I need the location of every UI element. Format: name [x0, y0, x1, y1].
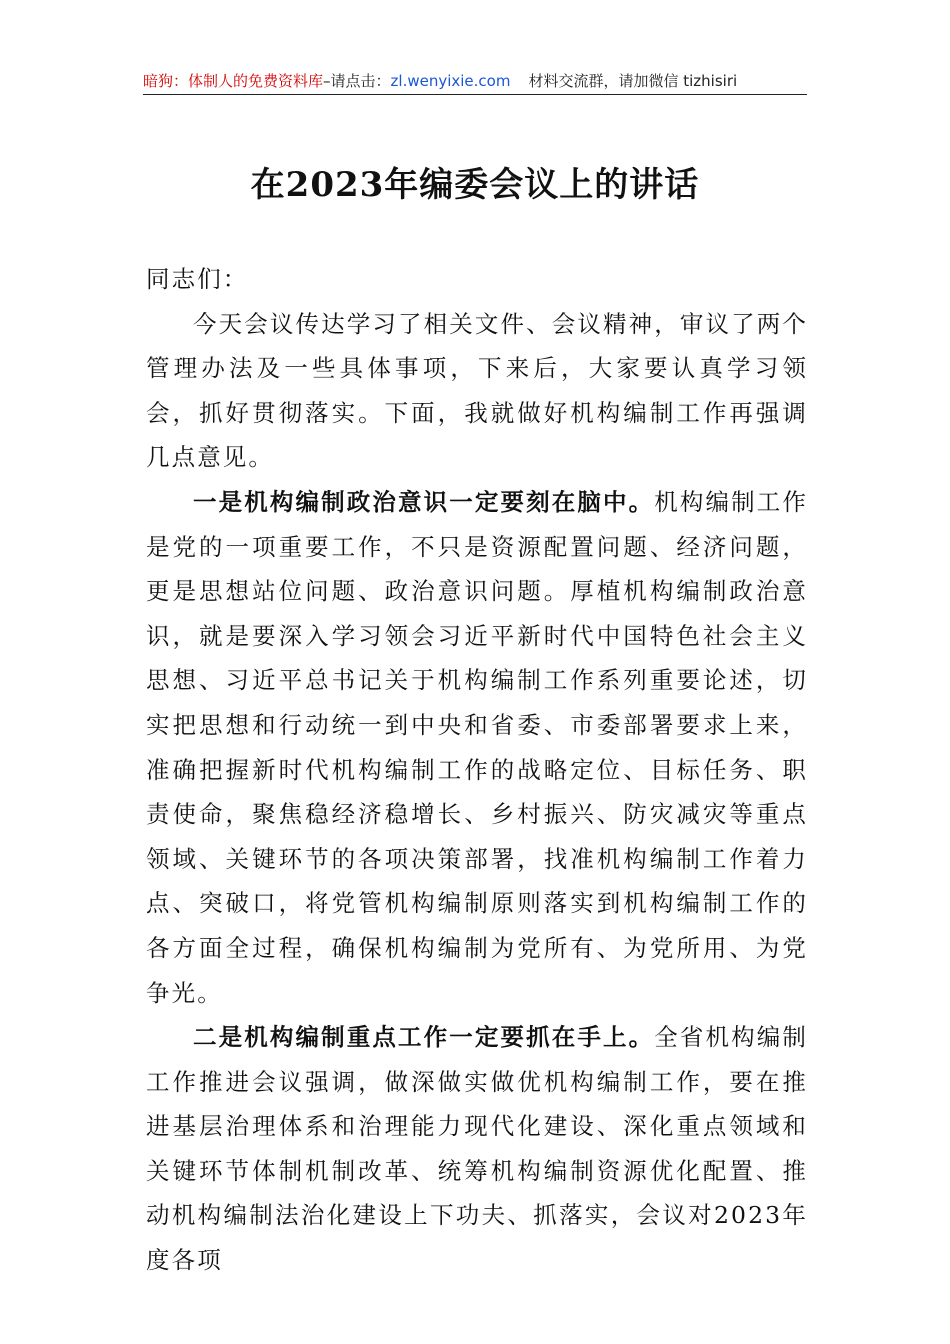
document-body: [146, 257, 808, 1283]
point-one-heading: 一是机构编制政治意识一定要刻在脑中。: [193, 487, 655, 516]
document-title: 在2023年编委会议上的讲话: [250, 165, 700, 205]
salutation: 同志们：: [146, 265, 249, 293]
header-brand: 暗狗：体制人的免费资料库: [143, 72, 324, 90]
page-header: [143, 70, 807, 95]
header-wechat: 材料交流群，请加微信 tizhisiri: [528, 72, 738, 90]
point-one-paragraph: [146, 480, 808, 1015]
intro-paragraph: 今天会议传达学习了相关文件、会议精神，审议了两个管理办法及一些具体事项，下来后，大家要认真学习领会，抓好贯彻落实。下面，我就做好机构编制工作再强调几点意见。: [146, 309, 808, 472]
header-link-prefix: –请点击：: [323, 72, 391, 90]
point-two-heading: 二是机构编制重点工作一定要抓在手上。: [193, 1023, 655, 1052]
point-two-paragraph: [146, 1015, 808, 1283]
point-two-body: 全省机构编制工作推进会议强调，做深做实做优机构编制工作，要在推进基层治理体系和治理能力现代化建设、深化重点领域和关键环节体制机制改革、统筹机构编制资源优化配置、推动机构编制法治化建设上下功夫、抓落实，会议对2023年度各项: [146, 1023, 808, 1275]
header-url-link[interactable]: zl.wenyixie.com: [390, 72, 511, 90]
point-one-body: 机构编制工作是党的一项重要工作，不只是资源配置问题、经济问题，更是思想站位问题、政治意识问题。厚植机构编制政治意识，就是要深入学习领会习近平新时代中国特色社会主义思想、习近平总书记关于机构编制工作系列重要论述，切实把思想和行动统一到中央和省委、市委部署要求上来，准确把握新时代机构编制工作的战略定位、目标任务、职责使命，聚焦稳经济稳增长、乡村振兴、防灾减灾等重点领域、关键环节的各项决策部署，找准机构编制工作着力点、突破口，将党管机构编制原则落实到机构编制工作的各方面全过程，确保机构编制为党所有、为党所用、为党争光。: [146, 487, 808, 1007]
